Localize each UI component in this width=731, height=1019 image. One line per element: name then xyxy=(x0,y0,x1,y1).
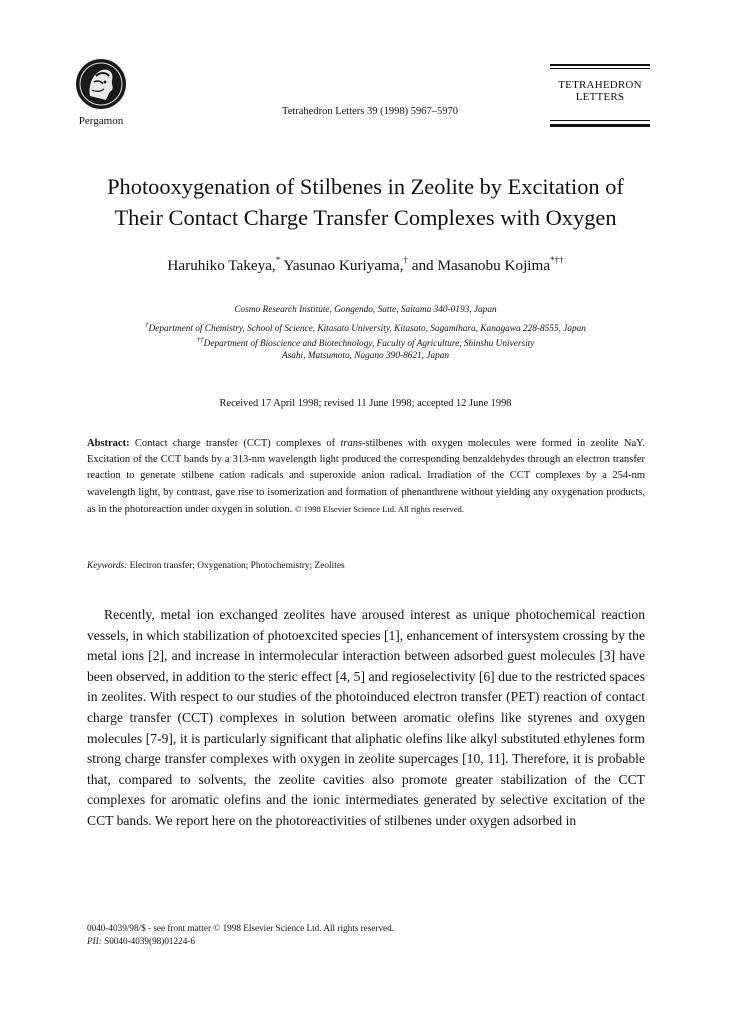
affiliation-line xyxy=(40,336,691,349)
footer xyxy=(87,922,647,948)
abstract-text-italic: trans xyxy=(340,438,363,449)
affiliation-mark: †† xyxy=(196,336,204,344)
journal-name-line2: LETTERS xyxy=(575,91,625,103)
journal-name-line1: TETRAHEDRON xyxy=(558,79,642,91)
abstract-text: Contact charge transfer (CCT) complexes of xyxy=(129,438,341,449)
header-rule-bottom-thick xyxy=(550,124,650,127)
pii-value: S0040-4039(98)01224-6 xyxy=(101,936,195,946)
author-list xyxy=(40,255,691,275)
journal-reference: Tetrahedron Letters 39 (1998) 5967–5970 xyxy=(282,106,458,117)
keywords-label: Keywords: xyxy=(87,561,128,571)
keywords-text: Electron transfer; Oxygenation; Photochemistry; Zeolites xyxy=(127,561,345,571)
publisher-name: Pergamon xyxy=(78,115,124,127)
affiliation-text: Department of Bioscience and Biotechnology, Faculty of Agriculture, Shinshu University xyxy=(203,339,535,349)
pii-label: PII: xyxy=(87,936,102,946)
affiliation-line: Cosmo Research Institute, Gongendo, Satte, Saitama 340-0193, Japan xyxy=(234,305,497,315)
body-paragraph: Recently, metal ion exchanged zeolites have aroused interest as unique photochemical reaction vessels, in which stabilization of photoexcited species [1], enhancement of intersystem crossing by the metal ions [2], and increase in intermolecular interaction between adsorbed guest molecules [3] have been observed, in addition to the steric effect [4, 5] and regioselectivity [6] due to the restricted spaces in zeolites. With respect to our studies of the photoinduced electron transfer (PET) reaction of contact charge transfer (CCT) complexes in solution between aromatic olefins like styrenes and oxygen molecules [7-9], it is particularly significant that aliphatic olefins like alkyl substituted ethylenes form strong charge transfer complexes with oxygen in zeolite supercages [10, 11]. Therefore, it is probable that, compared to solvents, the zeolite cavities also promote greater stabilization of the CCT complexes for aromatic olefins and the ionic intermediates generated by selective excitation of the CCT bands. We report here on the photoreactivities of stilbenes under oxygen adsorbed in xyxy=(87,607,645,828)
footer-pii xyxy=(87,935,647,948)
author-kuriyama: Yasunao Kuriyama, xyxy=(280,257,404,274)
paper-title xyxy=(40,171,691,233)
author-mark: † xyxy=(403,255,408,265)
abstract-copyright: © 1998 Elsevier Science Ltd. All rights reserved. xyxy=(294,503,464,514)
author-takeya: Haruhiko Takeya, xyxy=(167,257,276,274)
keywords xyxy=(87,561,645,571)
journal-name xyxy=(552,79,648,103)
abstract xyxy=(87,436,645,518)
affiliation-line xyxy=(40,321,691,334)
abstract-text: -stilbenes with oxygen molecules were formed in zeolite NaY. Excitation of the CCT bands by a 313-nm wavelength light produced the corresponding benzaldehydes through an electron transfer reaction to generate stilbene cation radicals and superoxide anion radical. Irradiation of the CCT complexes by a 254-nm wavelength light, by contrast, gave rise to isomerization and formation of phenanthrene without yielding any oxygenation products, as in the photoreaction under oxygen in solution. xyxy=(87,438,645,515)
author-kojima: and Masanobu Kojima xyxy=(407,257,551,274)
header-rule-top xyxy=(550,64,650,66)
author-mark: * xyxy=(275,255,281,265)
abstract-label: Abstract: xyxy=(87,438,130,449)
affiliation-line: Asahi, Matsumoto, Nagano 390-8621, Japan xyxy=(281,351,450,361)
received-dates: Received 17 April 1998; revised 11 June 1998; accepted 12 June 1998 xyxy=(219,398,512,409)
footer-copyright: 0040-4039/98/$ - see front matter © 1998 Elsevier Science Ltd. All rights reserved. xyxy=(87,923,395,933)
title-line-1: Photooxygenation of Stilbenes in Zeolite by Excitation of xyxy=(107,174,624,199)
publisher-logo-icon xyxy=(74,56,128,116)
header-rule-top-thin xyxy=(550,68,650,69)
header-rule-bottom xyxy=(550,120,650,121)
author-mark: *†† xyxy=(550,255,564,265)
title-line-2: Their Contact Charge Transfer Complexes with Oxygen xyxy=(114,205,617,230)
affiliation-text: Department of Chemistry, School of Science, Kitasato University, Kitasato, Sagamihara, Kanagawa 228-8555, Japan xyxy=(148,324,586,334)
affiliation-mark: † xyxy=(145,321,149,329)
